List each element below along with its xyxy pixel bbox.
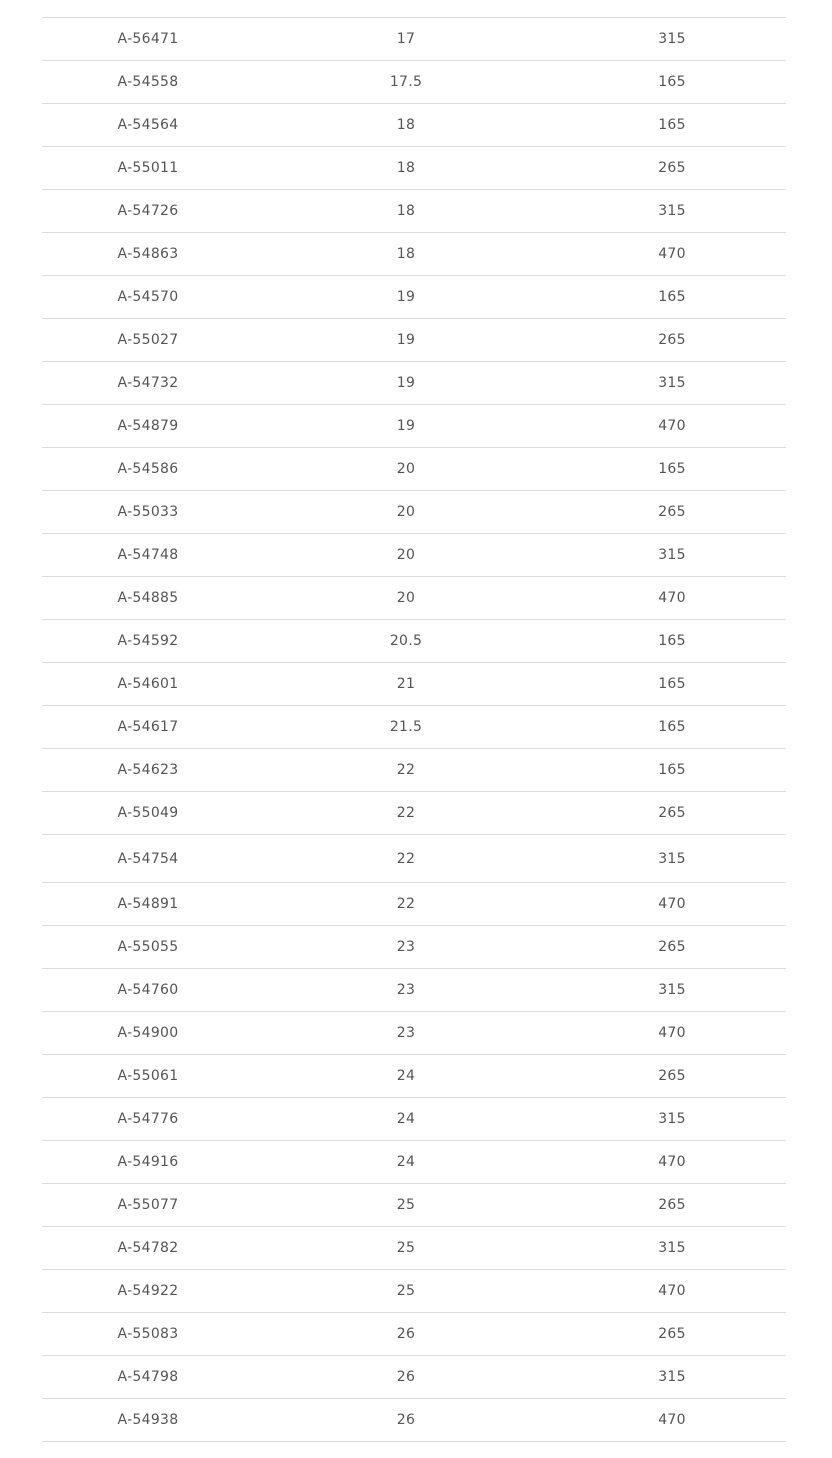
size-cell: 17.5 xyxy=(254,61,558,104)
article-number-cell: A-56471 xyxy=(42,18,254,61)
length-cell: 315 xyxy=(558,835,786,883)
article-number-cell: A-55011 xyxy=(42,147,254,190)
article-number-cell: A-55077 xyxy=(42,1184,254,1227)
article-number-cell: A-55033 xyxy=(42,491,254,534)
length-cell: 165 xyxy=(558,749,786,792)
table-row xyxy=(42,926,786,969)
table-row xyxy=(42,1184,786,1227)
size-cell: 17 xyxy=(254,18,558,61)
table-row xyxy=(42,104,786,147)
table-row xyxy=(42,1356,786,1399)
table-row xyxy=(42,448,786,491)
size-cell: 22 xyxy=(254,883,558,926)
length-cell: 470 xyxy=(558,1141,786,1184)
length-cell: 265 xyxy=(558,792,786,835)
length-cell: 265 xyxy=(558,319,786,362)
table-row xyxy=(42,61,786,104)
article-number-cell: A-55049 xyxy=(42,792,254,835)
table-row xyxy=(42,883,786,926)
size-cell: 22 xyxy=(254,835,558,883)
article-number-cell: A-54592 xyxy=(42,620,254,663)
size-cell: 23 xyxy=(254,1012,558,1055)
article-number-cell: A-54798 xyxy=(42,1356,254,1399)
size-cell: 26 xyxy=(254,1356,558,1399)
table-row xyxy=(42,792,786,835)
length-cell: 315 xyxy=(558,1098,786,1141)
size-cell: 24 xyxy=(254,1098,558,1141)
article-number-cell: A-54617 xyxy=(42,706,254,749)
length-cell: 265 xyxy=(558,147,786,190)
size-cell: 22 xyxy=(254,749,558,792)
table-row xyxy=(42,190,786,233)
article-number-cell: A-54726 xyxy=(42,190,254,233)
product-table-body xyxy=(42,18,786,1442)
article-number-cell: A-54863 xyxy=(42,233,254,276)
size-cell: 26 xyxy=(254,1313,558,1356)
length-cell: 265 xyxy=(558,1055,786,1098)
size-cell: 25 xyxy=(254,1270,558,1313)
length-cell: 165 xyxy=(558,61,786,104)
size-cell: 18 xyxy=(254,190,558,233)
product-table-container xyxy=(42,17,786,1442)
article-number-cell: A-54748 xyxy=(42,534,254,577)
article-number-cell: A-55061 xyxy=(42,1055,254,1098)
table-row xyxy=(42,1227,786,1270)
article-number-cell: A-55055 xyxy=(42,926,254,969)
article-number-cell: A-54601 xyxy=(42,663,254,706)
length-cell: 315 xyxy=(558,362,786,405)
size-cell: 20 xyxy=(254,491,558,534)
article-number-cell: A-54732 xyxy=(42,362,254,405)
length-cell: 265 xyxy=(558,1184,786,1227)
table-row xyxy=(42,362,786,405)
article-number-cell: A-54885 xyxy=(42,577,254,620)
length-cell: 165 xyxy=(558,620,786,663)
table-row xyxy=(42,663,786,706)
size-cell: 24 xyxy=(254,1055,558,1098)
size-cell: 20.5 xyxy=(254,620,558,663)
article-number-cell: A-54586 xyxy=(42,448,254,491)
length-cell: 315 xyxy=(558,1227,786,1270)
length-cell: 265 xyxy=(558,491,786,534)
article-number-cell: A-54564 xyxy=(42,104,254,147)
size-cell: 25 xyxy=(254,1227,558,1270)
article-number-cell: A-55083 xyxy=(42,1313,254,1356)
size-cell: 23 xyxy=(254,926,558,969)
length-cell: 470 xyxy=(558,405,786,448)
length-cell: 165 xyxy=(558,706,786,749)
table-row xyxy=(42,706,786,749)
length-cell: 165 xyxy=(558,448,786,491)
article-number-cell: A-54754 xyxy=(42,835,254,883)
table-row xyxy=(42,749,786,792)
table-row xyxy=(42,577,786,620)
article-number-cell: A-54623 xyxy=(42,749,254,792)
table-row xyxy=(42,620,786,663)
size-cell: 24 xyxy=(254,1141,558,1184)
table-row xyxy=(42,1270,786,1313)
article-number-cell: A-54916 xyxy=(42,1141,254,1184)
table-row xyxy=(42,276,786,319)
table-row xyxy=(42,319,786,362)
article-number-cell: A-54558 xyxy=(42,61,254,104)
size-cell: 20 xyxy=(254,448,558,491)
length-cell: 315 xyxy=(558,190,786,233)
product-table xyxy=(42,17,786,1442)
length-cell: 470 xyxy=(558,1399,786,1442)
length-cell: 315 xyxy=(558,534,786,577)
size-cell: 18 xyxy=(254,233,558,276)
size-cell: 18 xyxy=(254,147,558,190)
length-cell: 470 xyxy=(558,1270,786,1313)
article-number-cell: A-54760 xyxy=(42,969,254,1012)
article-number-cell: A-55027 xyxy=(42,319,254,362)
table-row xyxy=(42,147,786,190)
table-row xyxy=(42,491,786,534)
size-cell: 22 xyxy=(254,792,558,835)
article-number-cell: A-54922 xyxy=(42,1270,254,1313)
size-cell: 21 xyxy=(254,663,558,706)
size-cell: 20 xyxy=(254,534,558,577)
size-cell: 19 xyxy=(254,405,558,448)
length-cell: 315 xyxy=(558,969,786,1012)
size-cell: 20 xyxy=(254,577,558,620)
article-number-cell: A-54570 xyxy=(42,276,254,319)
length-cell: 470 xyxy=(558,883,786,926)
length-cell: 470 xyxy=(558,577,786,620)
table-row xyxy=(42,969,786,1012)
size-cell: 23 xyxy=(254,969,558,1012)
article-number-cell: A-54776 xyxy=(42,1098,254,1141)
size-cell: 25 xyxy=(254,1184,558,1227)
length-cell: 165 xyxy=(558,104,786,147)
table-row xyxy=(42,1141,786,1184)
table-row xyxy=(42,1055,786,1098)
size-cell: 19 xyxy=(254,319,558,362)
article-number-cell: A-54891 xyxy=(42,883,254,926)
size-cell: 18 xyxy=(254,104,558,147)
table-row xyxy=(42,835,786,883)
table-row xyxy=(42,405,786,448)
length-cell: 165 xyxy=(558,663,786,706)
table-row xyxy=(42,1098,786,1141)
article-number-cell: A-54900 xyxy=(42,1012,254,1055)
length-cell: 315 xyxy=(558,18,786,61)
length-cell: 470 xyxy=(558,233,786,276)
table-row xyxy=(42,18,786,61)
article-number-cell: A-54879 xyxy=(42,405,254,448)
size-cell: 21.5 xyxy=(254,706,558,749)
table-row xyxy=(42,233,786,276)
length-cell: 315 xyxy=(558,1356,786,1399)
length-cell: 265 xyxy=(558,926,786,969)
length-cell: 165 xyxy=(558,276,786,319)
table-row xyxy=(42,534,786,577)
article-number-cell: A-54938 xyxy=(42,1399,254,1442)
length-cell: 265 xyxy=(558,1313,786,1356)
size-cell: 19 xyxy=(254,362,558,405)
length-cell: 470 xyxy=(558,1012,786,1055)
table-row xyxy=(42,1313,786,1356)
table-row xyxy=(42,1399,786,1442)
size-cell: 26 xyxy=(254,1399,558,1442)
article-number-cell: A-54782 xyxy=(42,1227,254,1270)
size-cell: 19 xyxy=(254,276,558,319)
table-row xyxy=(42,1012,786,1055)
